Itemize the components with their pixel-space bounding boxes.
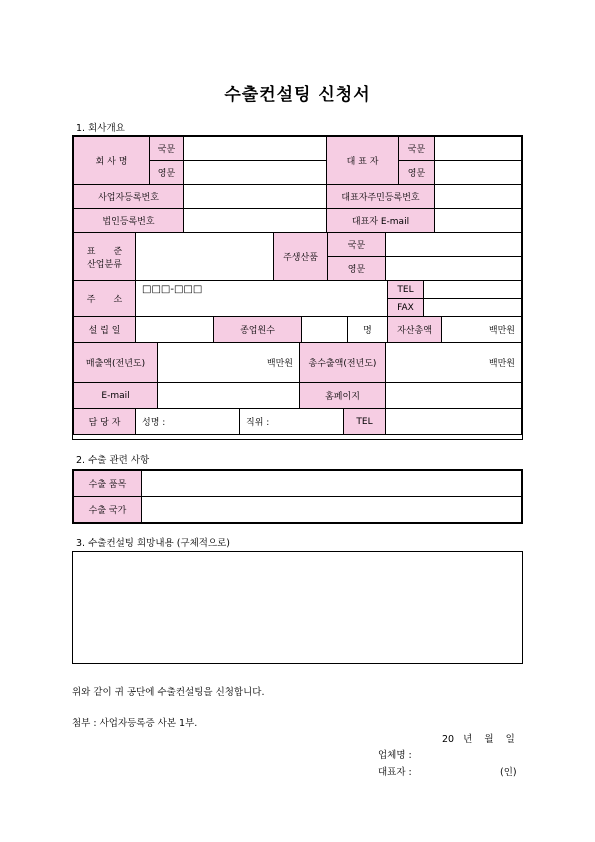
main-product-korean-label: 국문 xyxy=(328,233,386,257)
corp-reg-no-field[interactable] xyxy=(184,209,327,233)
seal-mark: (인) xyxy=(500,767,517,778)
address-label: 주 소 xyxy=(74,281,136,317)
tel-label: TEL xyxy=(388,281,424,299)
contact-name-field[interactable] xyxy=(136,409,240,435)
business-reg-no-label: 사업자등록번호 xyxy=(74,185,184,209)
section3-heading: 3. 수출컨설팅 희망내용 (구체적으로) xyxy=(76,538,231,549)
industry-class-label xyxy=(74,233,136,281)
industry-table xyxy=(73,232,522,281)
company-name-label: 회 사 명 xyxy=(74,137,150,185)
ceo-korean-field[interactable] xyxy=(435,137,522,161)
contact-tel-field[interactable] xyxy=(386,409,522,435)
contact-name-label: 성명 : xyxy=(142,418,166,428)
fax-label: FAX xyxy=(388,299,424,317)
established-label: 설 립 일 xyxy=(74,317,136,343)
ceo-english-field[interactable] xyxy=(435,161,522,185)
company-name-english-field[interactable] xyxy=(184,161,327,185)
company-name-english-label: 영문 xyxy=(150,161,184,185)
establishment-table xyxy=(73,316,522,343)
ceo-korean-label: 국문 xyxy=(399,137,435,161)
export-total-prev-year-field[interactable]: 백만원 xyxy=(386,343,522,383)
application-statement: 위와 같이 귀 공단에 수출컨설팅을 신청합니다. xyxy=(72,687,265,698)
section1-heading: 1. 회사개요 xyxy=(76,123,125,134)
ceo-resident-no-label: 대표자주민등록번호 xyxy=(327,185,435,209)
export-info-frame xyxy=(72,469,523,524)
address-field[interactable] xyxy=(136,281,388,317)
ceo-email-label: 대표자 E-mail xyxy=(327,209,435,233)
date-line: 20 년 월 일 xyxy=(442,734,515,745)
fax-field[interactable] xyxy=(424,299,522,317)
email-field[interactable] xyxy=(158,383,300,409)
company-name-korean-label: 국문 xyxy=(150,137,184,161)
email-table xyxy=(73,382,522,409)
established-field[interactable] xyxy=(136,317,214,343)
contact-position-field[interactable] xyxy=(240,409,344,435)
export-info-table xyxy=(73,470,522,523)
company-name-korean-field[interactable] xyxy=(184,137,327,161)
company-overview-frame xyxy=(72,135,523,440)
company-overview-table-top xyxy=(73,136,522,233)
employees-field[interactable] xyxy=(302,317,348,343)
export-total-prev-year-label: 총수출액(전년도) xyxy=(300,343,386,383)
sales-table xyxy=(73,342,522,383)
homepage-label: 홈페이지 xyxy=(300,383,386,409)
business-reg-no-field[interactable] xyxy=(184,185,327,209)
homepage-field[interactable] xyxy=(386,383,522,409)
industry-class-field[interactable] xyxy=(136,233,274,281)
main-product-label: 주생산품 xyxy=(274,233,328,281)
employees-label: 종업원수 xyxy=(214,317,302,343)
consulting-request-textarea[interactable] xyxy=(72,551,523,664)
tel-field[interactable] xyxy=(424,281,522,299)
address-table xyxy=(73,280,522,317)
industry-class-label-line1: 표 준 xyxy=(86,246,123,257)
main-product-english-label: 영문 xyxy=(328,257,386,281)
sales-prev-year-field[interactable]: 백만원 xyxy=(158,343,300,383)
main-product-korean-field[interactable] xyxy=(386,233,522,257)
employees-unit: 명 xyxy=(348,317,388,343)
corp-reg-no-label: 법인등록번호 xyxy=(74,209,184,233)
contact-tel-label: TEL xyxy=(344,409,386,435)
ceo-english-label: 영문 xyxy=(399,161,435,185)
export-items-field[interactable] xyxy=(142,471,522,497)
total-assets-field[interactable]: 백만원 xyxy=(442,317,522,343)
main-product-english-field[interactable] xyxy=(386,257,522,281)
postal-code-boxes: □□□-□□□ xyxy=(142,284,203,295)
ceo-label: 대 표 자 xyxy=(327,137,399,185)
contact-position-label: 직위 : xyxy=(246,418,270,428)
contact-person-label: 담 당 자 xyxy=(74,409,136,435)
company-name-signature-label: 업체명 : xyxy=(378,750,412,761)
attachment-note: 첨부 : 사업자등록증 사본 1부. xyxy=(72,718,198,729)
representative-signature-label: 대표자 : xyxy=(378,767,412,778)
ceo-email-field[interactable] xyxy=(435,209,522,233)
page-title: 수출컨설팅 신청서 xyxy=(224,85,371,105)
contact-table xyxy=(73,408,522,435)
export-countries-field[interactable] xyxy=(142,497,522,523)
industry-class-label-line2: 산업분류 xyxy=(87,259,122,270)
total-assets-label: 자산총액 xyxy=(388,317,442,343)
ceo-resident-no-field[interactable] xyxy=(435,185,522,209)
email-label: E-mail xyxy=(74,383,158,409)
section2-heading: 2. 수출 관련 사항 xyxy=(76,455,150,466)
sales-prev-year-label: 매출액(전년도) xyxy=(74,343,158,383)
export-items-label: 수출 품목 xyxy=(74,471,142,497)
export-countries-label: 수출 국가 xyxy=(74,497,142,523)
